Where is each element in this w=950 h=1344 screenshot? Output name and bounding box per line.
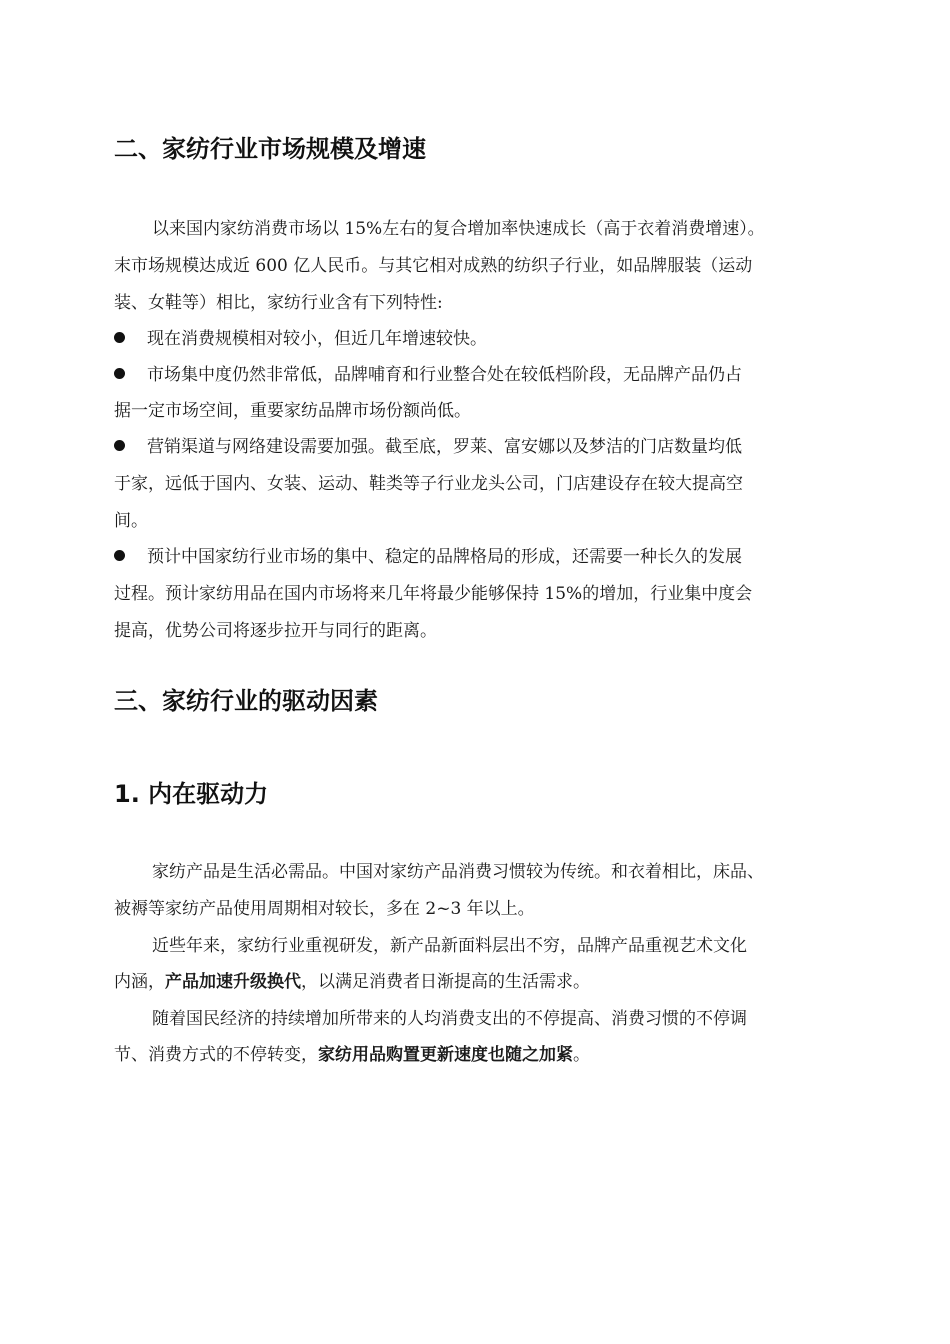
bullet-text: 现在消费规模相对较小，但近几年增速较快。 [147, 329, 487, 349]
bullet-icon [114, 332, 125, 343]
bullet-continuation: 据一定市场空间，重要家纺品牌市场份额尚低。 [114, 401, 471, 421]
section-heading-driving-factors: 三、家纺行业的驱动因素 [114, 687, 378, 715]
bullet-icon [114, 440, 125, 451]
bullet-icon [114, 550, 125, 561]
section-heading-market-size: 二、家纺行业市场规模及增速 [114, 135, 426, 163]
bullet-item [114, 363, 742, 387]
bullet-item [114, 435, 742, 459]
emphasized-text: 产品加速升级换代 [165, 972, 301, 992]
paragraph-line: 以来国内家纺消费市场以 15%左右的复合增加率快速成长（高于衣着消费增速）。 [152, 219, 765, 239]
subsection-heading-internal-drivers: 1. 内在驱动力 [114, 780, 269, 808]
paragraph-line: 随着国民经济的持续增加所带来的人均消费支出的不停提高、消费习惯的不停调 [152, 1009, 747, 1029]
paragraph-line: 家纺产品是生活必需品。中国对家纺产品消费习惯较为传统。和衣着相比，床品、 [152, 862, 764, 882]
text-segment: ，以满足消费者日渐提高的生活需求。 [301, 972, 590, 992]
text-segment: 内涵， [114, 972, 165, 992]
bullet-continuation: 间。 [114, 511, 148, 531]
paragraph-line: 末市场规模达成近 600 亿人民币。与其它相对成熟的纺织子行业，如品牌服装（运动 [114, 256, 753, 276]
paragraph-line: 装、女鞋等）相比，家纺行业含有下列特性: [114, 293, 443, 313]
paragraph-line: 被褥等家纺产品使用周期相对较长，多在 2~3 年以上。 [114, 899, 535, 919]
paragraph-line [114, 970, 590, 994]
bullet-continuation: 过程。预计家纺用品在国内市场将来几年将最少能够保持 15%的增加，行业集中度会 [114, 584, 753, 604]
bullet-item [114, 327, 487, 351]
paragraph-line: 近些年来，家纺行业重视研发，新产品新面料层出不穷，品牌产品重视艺术文化 [152, 936, 747, 956]
bullet-text: 市场集中度仍然非常低，品牌哺育和行业整合处在较低档阶段，无品牌产品仍占 [147, 365, 742, 385]
bullet-text: 营销渠道与网络建设需要加强。截至底，罗莱、富安娜以及梦洁的门店数量均低 [147, 437, 742, 457]
paragraph-line [114, 1043, 590, 1067]
bullet-item [114, 545, 742, 569]
emphasized-text: 家纺用品购置更新速度也随之加紧 [318, 1045, 573, 1065]
bullet-text: 预计中国家纺行业市场的集中、稳定的品牌格局的形成，还需要一种长久的发展 [147, 547, 742, 567]
bullet-continuation: 于家，远低于国内、女装、运动、鞋类等子行业龙头公司，门店建设存在较大提高空 [114, 474, 743, 494]
bullet-continuation: 提高，优势公司将逐步拉开与同行的距离。 [114, 621, 437, 641]
text-segment: 节、消费方式的不停转变， [114, 1045, 318, 1065]
bullet-icon [114, 368, 125, 379]
text-segment: 。 [573, 1045, 590, 1065]
